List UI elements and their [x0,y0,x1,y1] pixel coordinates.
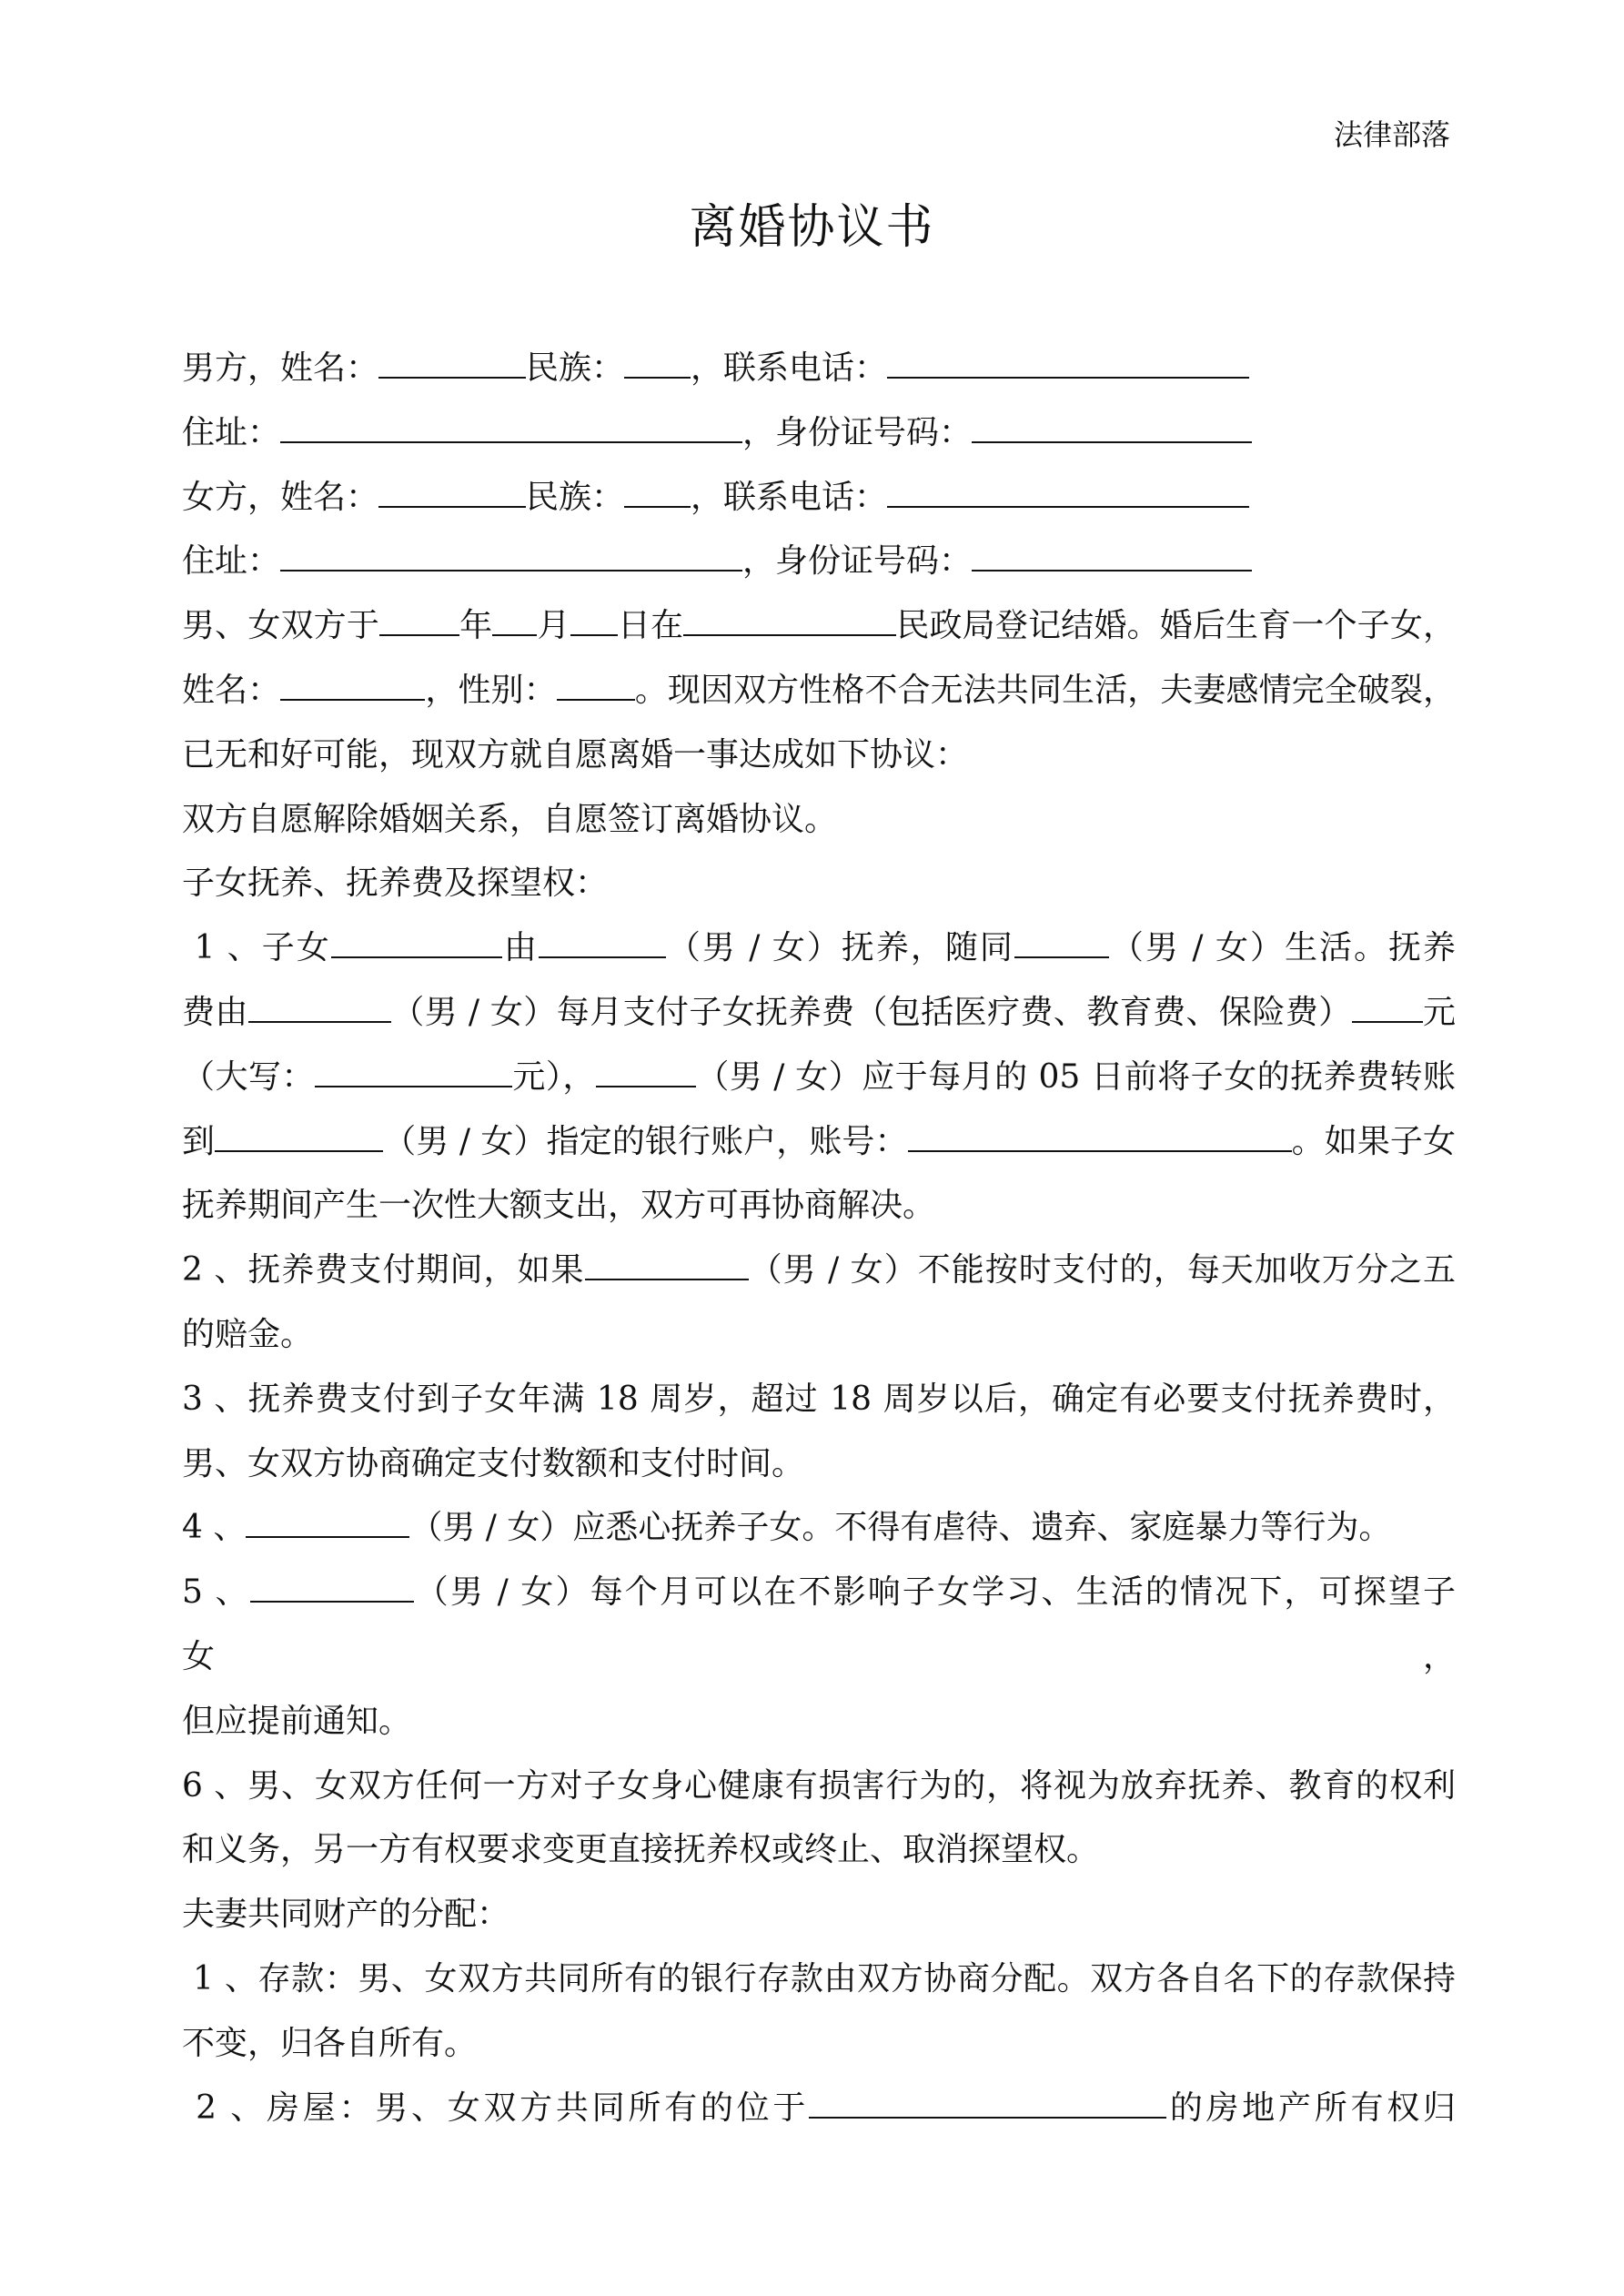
document-line [182,1368,1456,1432]
document-line [182,1561,1456,1690]
line-text: 的赔金。 [182,1315,314,1353]
fill-in-blank[interactable] [809,2089,1166,2119]
document-line [182,1046,1456,1110]
fill-in-blank[interactable] [887,479,1249,508]
line-text: ，性别： [425,671,557,709]
line-text: 月 [537,607,570,645]
line-text: 2 、抚养费支付期间，如果 [182,1251,585,1290]
fill-in-blank[interactable] [908,1123,1292,1152]
fill-in-blank[interactable] [1014,929,1109,958]
line-text: 但应提前通知。 [182,1702,412,1740]
document-line [182,2077,1456,2141]
document-line [182,466,1456,531]
document-line [182,788,1456,853]
fill-in-blank[interactable] [379,607,459,636]
fill-in-blank[interactable] [248,994,391,1023]
document-line [182,1303,1456,1368]
document-line [182,1883,1456,1947]
line-text: 2 、房屋：男、女双方共同所有的位于 [182,2089,810,2127]
line-text: （男 / 女）每个月可以在不影响子女学习、生活的情况下，可探望子女， [182,1573,1456,1675]
line-text: 6 、男、女双方任何一方对子女身心健康有损害行为的，将视为放弃抚养、教育的权利 [182,1766,1456,1805]
line-text: 4 、 [182,1509,247,1547]
line-text: 子女抚养、抚养费及探望权： [182,865,609,903]
fill-in-blank[interactable] [585,1251,749,1280]
line-text: （男 / 女）指定的银行账户，账号： [383,1122,908,1160]
line-text: 住址： [182,542,281,581]
line-text: 1 、子女 [182,929,331,967]
line-text: 不变，归各自所有。 [182,2024,478,2062]
line-text: 民政局登记结婚。婚后生育一个子女， [896,607,1456,645]
line-text: 由 [501,929,539,967]
document-line [182,594,1456,659]
line-text: ，联系电话： [691,349,888,387]
fill-in-blank[interactable] [557,672,635,701]
line-text: 夫妻共同财产的分配： [182,1896,510,1934]
document-line [182,1947,1456,2012]
line-text: ，联系电话： [691,478,888,516]
document-line [182,1690,1456,1755]
line-text: 元 [1422,993,1456,1031]
line-text: 姓名： [182,671,281,709]
document-line [182,659,1456,723]
fill-in-blank[interactable] [972,542,1252,571]
document-line [182,2012,1456,2077]
fill-in-blank[interactable] [280,672,425,701]
line-text: 。现因双方性格不合无法共同生活，夫妻感情完全破裂， [634,671,1456,709]
line-text: 。如果子女 [1291,1122,1456,1160]
fill-in-blank[interactable] [250,1573,414,1603]
document-line [182,981,1456,1046]
fill-in-blank[interactable] [683,607,896,636]
line-text: 女方，姓名： [182,478,379,516]
line-text: （男 / 女）应悉心抚养子女。不得有虐待、遗弃、家庭暴力等行为。 [409,1509,1392,1547]
line-text: 抚养期间产生一次性大额支出，双方可再协商解决。 [182,1187,936,1225]
fill-in-blank[interactable] [887,349,1249,379]
line-text: 已无和好可能，现双方就自愿离婚一事达成如下协议： [182,735,969,774]
line-text: （大写： [182,1057,315,1096]
fill-in-blank[interactable] [624,349,691,379]
line-text: 住址： [182,413,281,451]
line-text: 男、女双方于 [182,607,379,645]
line-text: 双方自愿解除婚姻关系，自愿签订离婚协议。 [182,800,838,838]
source-watermark: 法律部落 [1333,117,1450,152]
line-text: （男 / 女）生活。抚养 [1108,929,1456,967]
document-line [182,1174,1456,1239]
line-text: 1 、存款：男、女双方共同所有的银行存款由双方协商分配。双方各自名下的存款保持 [182,1959,1456,1998]
line-text: 民族： [526,478,625,516]
line-text: （男 / 女）不能按时支付的，每天加收万分之五 [748,1251,1456,1290]
document-title: 离婚协议书 [689,200,935,255]
document-line [182,1432,1456,1497]
line-text: 费由 [182,993,248,1031]
document-line [182,337,1456,401]
document-line [182,530,1456,594]
document-line [182,1239,1456,1303]
line-text: 到 [182,1122,216,1160]
document-line [182,852,1456,916]
document-line [182,401,1456,466]
fill-in-blank[interactable] [539,929,666,958]
document-line [182,916,1456,981]
line-text: 的房地产所有权归 [1166,2089,1456,2127]
fill-in-blank[interactable] [624,479,691,508]
document-line [182,1818,1456,1883]
fill-in-blank[interactable] [492,607,537,636]
line-text: 日在 [617,607,684,645]
line-text: 5 、 [182,1573,250,1612]
fill-in-blank[interactable] [378,349,526,379]
line-text: 年 [459,607,493,645]
line-text: ，身份证号码： [742,542,973,581]
line-text: 3 、抚养费支付到子女年满 18 周岁，超过 18 周岁以后，确定有必要支付抚养费时， [182,1380,1456,1418]
fill-in-blank[interactable] [280,542,742,571]
fill-in-blank[interactable] [215,1123,383,1152]
fill-in-blank[interactable] [596,1058,696,1087]
fill-in-blank[interactable] [246,1509,409,1538]
fill-in-blank[interactable] [972,414,1252,443]
fill-in-blank[interactable] [315,1058,512,1087]
line-text: 男、女双方协商确定支付数额和支付时间。 [182,1444,805,1482]
line-text: ，身份证号码： [742,413,973,451]
fill-in-blank[interactable] [570,607,618,636]
line-text: （男 / 女）应于每月的 05 日前将子女的抚养费转账 [695,1057,1456,1096]
fill-in-blank[interactable] [331,929,502,958]
fill-in-blank[interactable] [378,479,526,508]
line-text: （男 / 女）每月支付子女抚养费（包括医疗费、教育费、保险费） [390,993,1352,1031]
document-line [182,1496,1456,1561]
fill-in-blank[interactable] [280,414,742,443]
line-text: 元）， [511,1057,596,1096]
line-text: 和义务，另一方有权要求变更直接抚养权或终止、取消探望权。 [182,1831,1100,1869]
fill-in-blank[interactable] [1352,994,1423,1023]
line-text: 男方，姓名： [182,349,379,387]
line-text: （男 / 女）抚养，随同 [665,929,1014,967]
document-line [182,723,1456,788]
agreement-body [182,337,1456,2140]
document-line [182,1755,1456,1819]
line-text: 民族： [526,349,625,387]
document-line [182,1110,1456,1175]
